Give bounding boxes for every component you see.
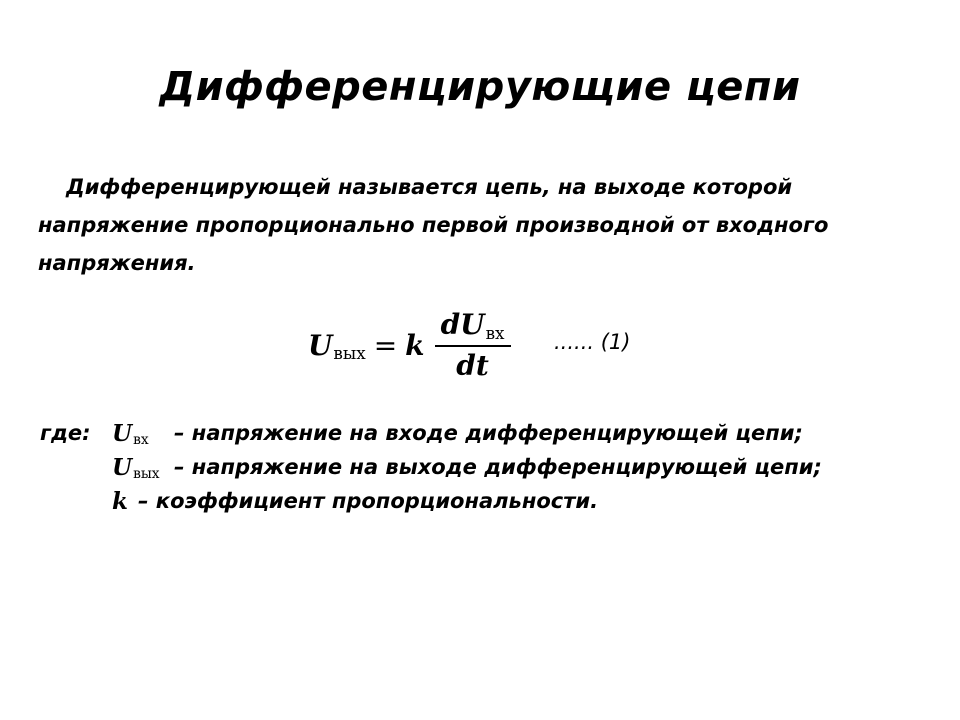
definition-row [40, 450, 822, 484]
definition-symbol [112, 488, 134, 515]
formula-lhs-variable: U [308, 328, 333, 362]
definition-symbol-sub: вых [133, 466, 160, 483]
definition-text: – напряжение на выходе дифференцирующей цепи; [174, 455, 822, 479]
variable-definitions [40, 416, 822, 518]
paragraph-line-1: Дифференцирующей называется цепь, на выходе которой [66, 175, 793, 199]
definition-symbol-sub: вх [133, 432, 149, 449]
definition-symbol-var: U [112, 453, 133, 481]
definition-text: – напряжение на входе дифференцирующей цепи; [174, 421, 803, 445]
definition-symbol-var: U [112, 419, 133, 447]
slide-title: Дифференцирующие цепи [159, 64, 801, 110]
definition-paragraph [38, 168, 918, 282]
definition-symbol [112, 454, 170, 481]
paragraph-line-3: напряжения. [38, 251, 196, 275]
definitions-label: где: [40, 421, 91, 445]
formula-numerator-subscript: вх [485, 322, 505, 343]
definition-row [40, 416, 822, 450]
formula-lhs-subscript: вых [333, 343, 366, 364]
formula-denominator: dt [456, 349, 489, 382]
definition-text: – коэффициент пропорциональности. [138, 489, 599, 513]
differentiator-formula [308, 300, 511, 390]
formula-numerator-variable: U [460, 308, 485, 341]
equation-number: ...... (1) [554, 330, 631, 354]
formula-coefficient: k [405, 328, 425, 362]
formula-lhs [308, 329, 366, 362]
definition-symbol [112, 420, 170, 447]
definition-symbol-var: k [112, 487, 128, 515]
formula-equals: = [373, 328, 398, 362]
formula-numerator [435, 308, 511, 347]
formula-numerator-d: d [440, 308, 461, 341]
formula-fraction [435, 308, 511, 382]
paragraph-line-2: напряжение пропорционально первой производной от входного [38, 213, 829, 237]
definition-row [40, 484, 822, 518]
